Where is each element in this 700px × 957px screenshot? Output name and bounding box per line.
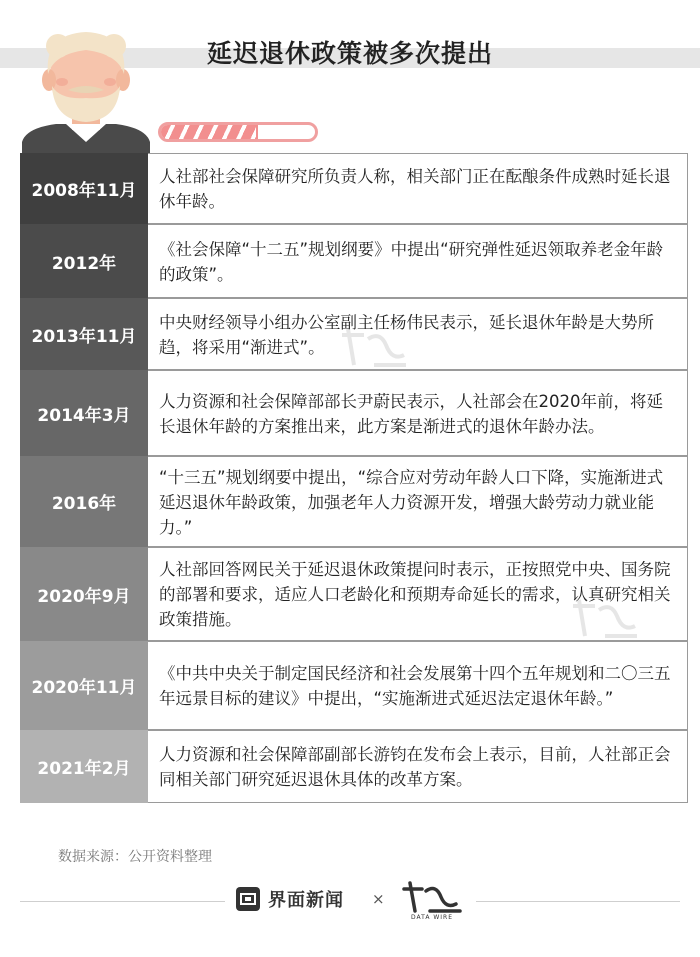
- timeline-date: 2008年11月: [20, 153, 148, 224]
- timeline-text: 《社会保障“十二五”规划纲要》中提出“研究弹性延迟领取养老金年龄的政策”。: [148, 224, 688, 298]
- timeline: [20, 153, 688, 803]
- timeline-date: 2021年2月: [20, 730, 148, 803]
- jiemian-brand: [236, 886, 344, 912]
- jiemian-logo-icon: [236, 887, 260, 911]
- timeline-text: 人力资源和社会保障部部长尹蔚民表示，人社部会在2020年前，将延长退休年龄的方案推出来，此方案是渐进式的退休年龄办法。: [148, 370, 688, 456]
- timeline-date: 2012年: [20, 224, 148, 298]
- timeline-date: 2020年11月: [20, 641, 148, 730]
- footer-divider: [20, 901, 225, 902]
- data-wire-logo: [398, 880, 466, 920]
- jiemian-brand-name: 界面新闻: [268, 890, 344, 911]
- timeline-row: [20, 153, 688, 224]
- separator-mark: ×: [372, 890, 385, 908]
- timeline-text: “十三五”规划纲要中提出，“综合应对劳动年龄人口下降，实施渐进式延迟退休年龄政策，加强老年人力资源开发，增强大龄劳动力就业能力。”: [148, 456, 688, 547]
- timeline-text: 《中共中央关于制定国民经济和社会发展第十四个五年规划和二〇三五年远景目标的建议》中提出，“实施渐进式延迟法定退休年龄。”: [148, 641, 688, 730]
- timeline-date: 2016年: [20, 456, 148, 547]
- timeline-date: 2014年3月: [20, 370, 148, 456]
- svg-text:DATA WIRE: DATA WIRE: [410, 914, 454, 920]
- timeline-text: 人社部回答网民关于延迟退休政策提问时表示，正按照党中央、国务院的部署和要求，适应人口老龄化和预期寿命延长的需求，认真研究相关政策措施。: [148, 547, 688, 641]
- progress-bar: [158, 122, 318, 142]
- page-title: 延迟退休政策被多次提出: [206, 39, 493, 68]
- footer-divider: [476, 901, 680, 902]
- timeline-row: [20, 641, 688, 730]
- timeline-text: 人力资源和社会保障部副部长游钧在发布会上表示，目前，人社部正会同相关部门研究延迟退休具体的改革方案。: [148, 730, 688, 803]
- timeline-text: 人社部社会保障研究所负责人称，相关部门正在酝酿条件成熟时延长退休年龄。: [148, 153, 688, 224]
- timeline-row: [20, 370, 688, 456]
- timeline-row: [20, 730, 688, 803]
- timeline-row: [20, 456, 688, 547]
- progress-fill: [161, 125, 258, 139]
- data-source: 数据来源：公开资料整理: [58, 849, 212, 865]
- timeline-row: [20, 298, 688, 370]
- timeline-row: [20, 547, 688, 641]
- timeline-row: [20, 224, 688, 298]
- timeline-text: 中央财经领导小组办公室副主任杨伟民表示，延长退休年龄是大势所趋，将采用“渐进式”。: [148, 298, 688, 370]
- timeline-date: 2013年11月: [20, 298, 148, 370]
- timeline-date: 2020年9月: [20, 547, 148, 641]
